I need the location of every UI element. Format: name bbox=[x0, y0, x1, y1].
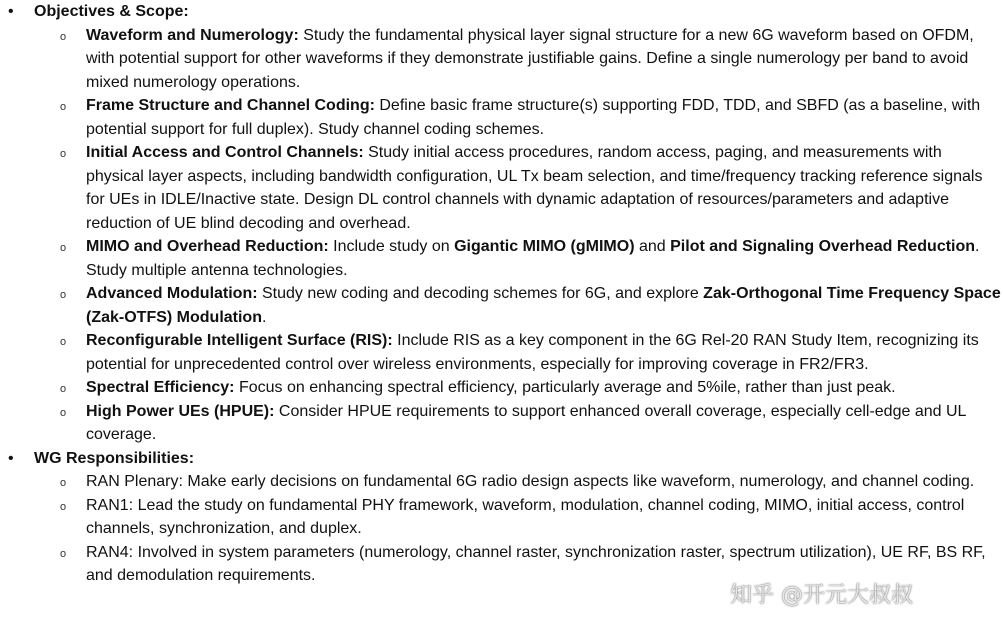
section-title: WG Responsibilities: bbox=[34, 449, 195, 467]
sub-bullet-item bbox=[0, 235, 1003, 282]
sub-bullet-item bbox=[0, 24, 1003, 95]
sub-bullet-list bbox=[0, 24, 1003, 447]
bold-text: Waveform and Numerology: bbox=[86, 26, 299, 44]
watermark: 知乎 @开元大叔叔 bbox=[730, 583, 913, 608]
sub-bullet-item bbox=[0, 141, 1003, 235]
bold-text: Gigantic MIMO (gMIMO) bbox=[454, 238, 635, 255]
sub-bullet-item bbox=[0, 470, 1003, 494]
body-text: Define basic frame structure(s) supporting FDD, TDD, and SBFD (as a baseline, with potential support for full duplex). Study channel coding schemes. bbox=[86, 97, 981, 138]
sub-bullet-item bbox=[0, 94, 1003, 141]
sub-bullet-list bbox=[0, 470, 1003, 588]
body-text: and bbox=[634, 238, 671, 255]
body-text: . bbox=[261, 308, 267, 326]
body-text: Study new coding and decoding schemes for 6G, and explore bbox=[257, 285, 704, 302]
bold-text: MIMO and Overhead Reduction: bbox=[86, 238, 329, 255]
section-item bbox=[0, 447, 1003, 588]
body-text: Focus on enhancing spectral efficiency, particularly average and 5%ile, rather than just peak. bbox=[234, 379, 896, 396]
body-text: Include study on bbox=[328, 238, 455, 255]
body-text: RAN4: Involved in system parameters (numerology, channel raster, synchronization raster, spectrum utilization), UE RF, BS RF, and demodulation requirements. bbox=[86, 543, 986, 584]
sub-bullet-item bbox=[0, 400, 1003, 447]
sub-bullet-item bbox=[0, 282, 1003, 329]
bold-text: Frame Structure and Channel Coding: bbox=[86, 97, 375, 114]
bold-text: Reconfigurable Intelligent Surface (RIS): bbox=[86, 332, 393, 349]
bold-text: Pilot and Signaling Overhead Reduction bbox=[670, 238, 976, 255]
bold-text: High Power UEs (HPUE): bbox=[86, 402, 275, 420]
sub-bullet-item bbox=[0, 329, 1003, 376]
sub-bullet-item bbox=[0, 376, 1003, 400]
body-text: RAN1: Lead the study on fundamental PHY framework, waveform, modulation, channel coding, MIMO, initial access, control channels, synchronization, and duplex. bbox=[86, 496, 965, 537]
bold-text: Advanced Modulation: bbox=[86, 285, 258, 302]
bold-text: Initial Access and Control Channels: bbox=[86, 144, 364, 161]
body-text: Consider HPUE requirements to support enhanced overall coverage, especially cell-edge and UL coverage. bbox=[86, 402, 966, 443]
body-text: Study initial access procedures, random access, paging, and measurements with physical layer aspects, including bandwidth configuration, UL Tx beam selection, and time/frequency tracking reference signals for UEs in IDLE/Inactive state. Design DL control channels with dynamic adaptation of resources/parameters and adaptive reduction of UE blind decoding and overhead. bbox=[86, 144, 983, 232]
sub-bullet-item bbox=[0, 494, 1003, 541]
body-text: RAN Plenary: Make early decisions on fundamental 6G radio design aspects like waveform, numerology, and channel coding. bbox=[86, 473, 975, 490]
body-text: Study the fundamental physical layer signal structure for a new 6G waveform based on OFDM, with potential support for other waveforms if they demonstrate justifiable gains. Define a single numerology per band to avoid mixed numerology operations. bbox=[86, 26, 974, 91]
body-text: . Study multiple antenna technologies. bbox=[86, 238, 980, 279]
section-title: Objectives & Scope: bbox=[34, 3, 189, 20]
bold-text: Spectral Efficiency: bbox=[86, 379, 235, 396]
body-text: Include RIS as a key component in the 6G Rel-20 RAN Study Item, recognizing its potential for unprecedented control over wireless environments, especially for improving coverage in FR2/FR3. bbox=[86, 332, 979, 373]
bold-text: Zak-Orthogonal Time Frequency Space (Zak-OTFS) Modulation bbox=[86, 285, 1001, 326]
